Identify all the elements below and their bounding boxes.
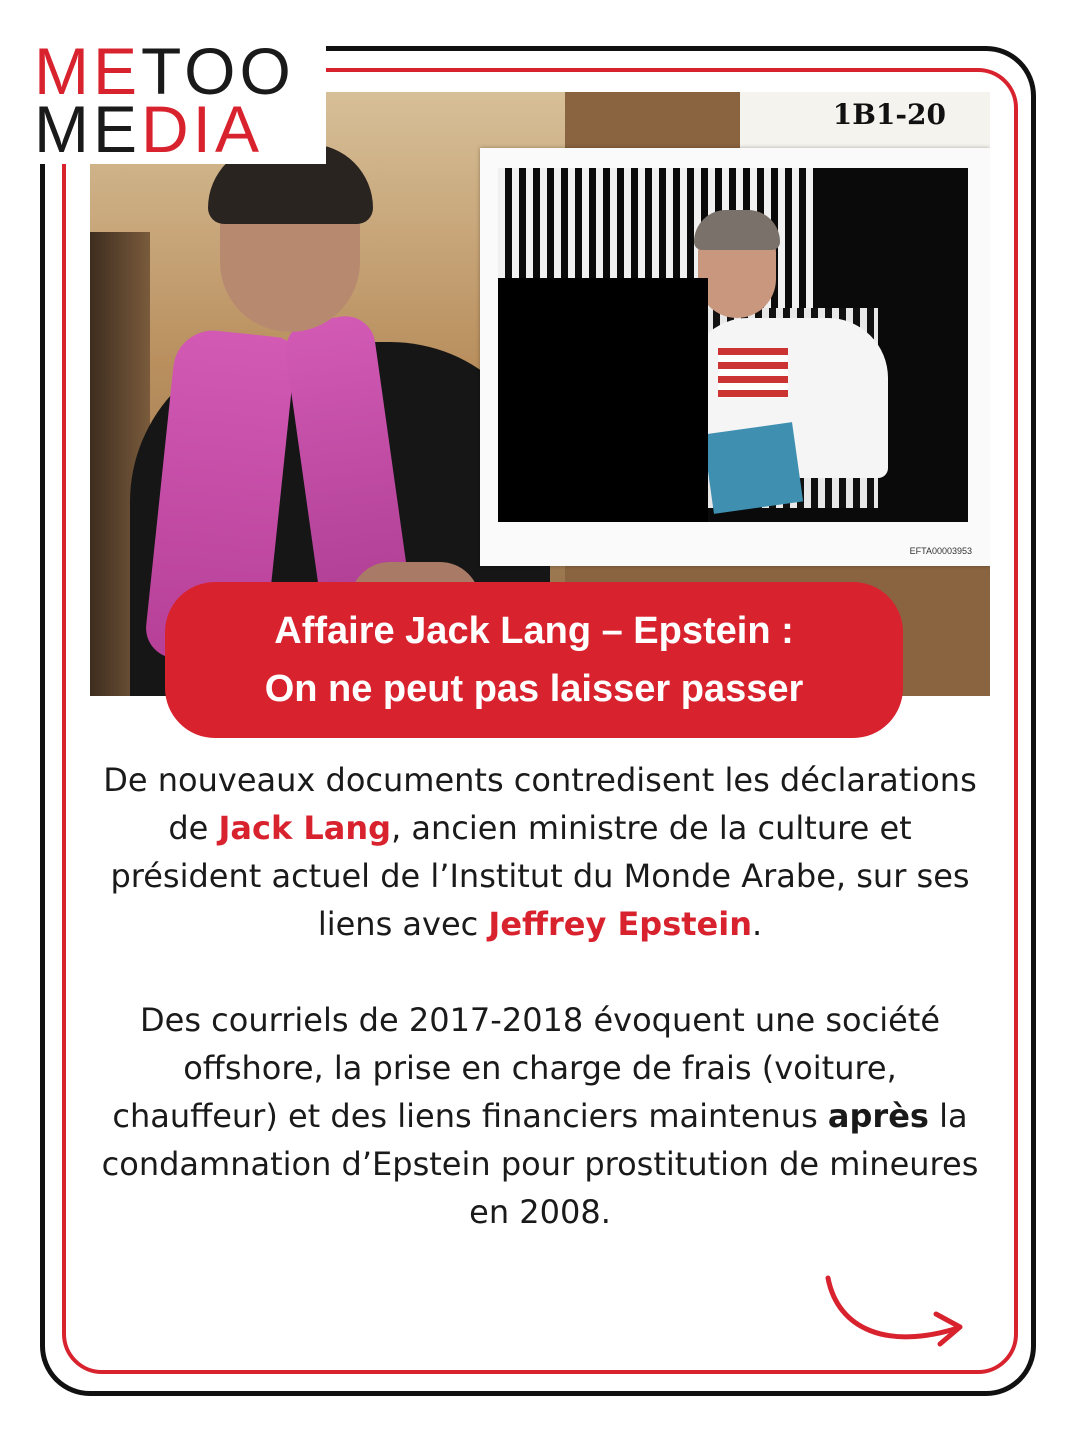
article-body — [100, 756, 980, 1236]
headline-line-1: Affaire Jack Lang – Epstein : — [274, 610, 794, 652]
epstein-evidence-photo — [480, 148, 990, 566]
metoo-media-logo: METOO MEDIA — [26, 36, 326, 164]
name-jeffrey-epstein: Jeffrey Epstein — [488, 905, 752, 943]
paragraph-2: Des courriels de 2017-2018 évoquent une société offshore, la prise en charge de frais (voiture, chauffeur) et des liens financiers maintenus après la condamnation d’Epstein pour prostitution de mineures en 2008. — [101, 1001, 979, 1231]
emphasis-apres: après — [827, 1097, 929, 1135]
headline-line-2: On ne peut pas laisser passer — [264, 668, 804, 710]
swipe-arrow-icon — [818, 1270, 968, 1360]
name-jack-lang: Jack Lang — [218, 809, 392, 847]
evidence-tag: 1B1-20 — [832, 98, 946, 131]
paragraph-1: De nouveaux documents contredisent les déclarations de Jack Lang, ancien ministre de la culture et président actuel de l’Institut du Monde Arabe, sur ses liens avec Jeffrey Epstein. — [103, 761, 977, 943]
headline-banner — [165, 582, 903, 738]
evidence-id: EFTA00003953 — [909, 546, 972, 556]
redaction-block — [498, 278, 708, 522]
